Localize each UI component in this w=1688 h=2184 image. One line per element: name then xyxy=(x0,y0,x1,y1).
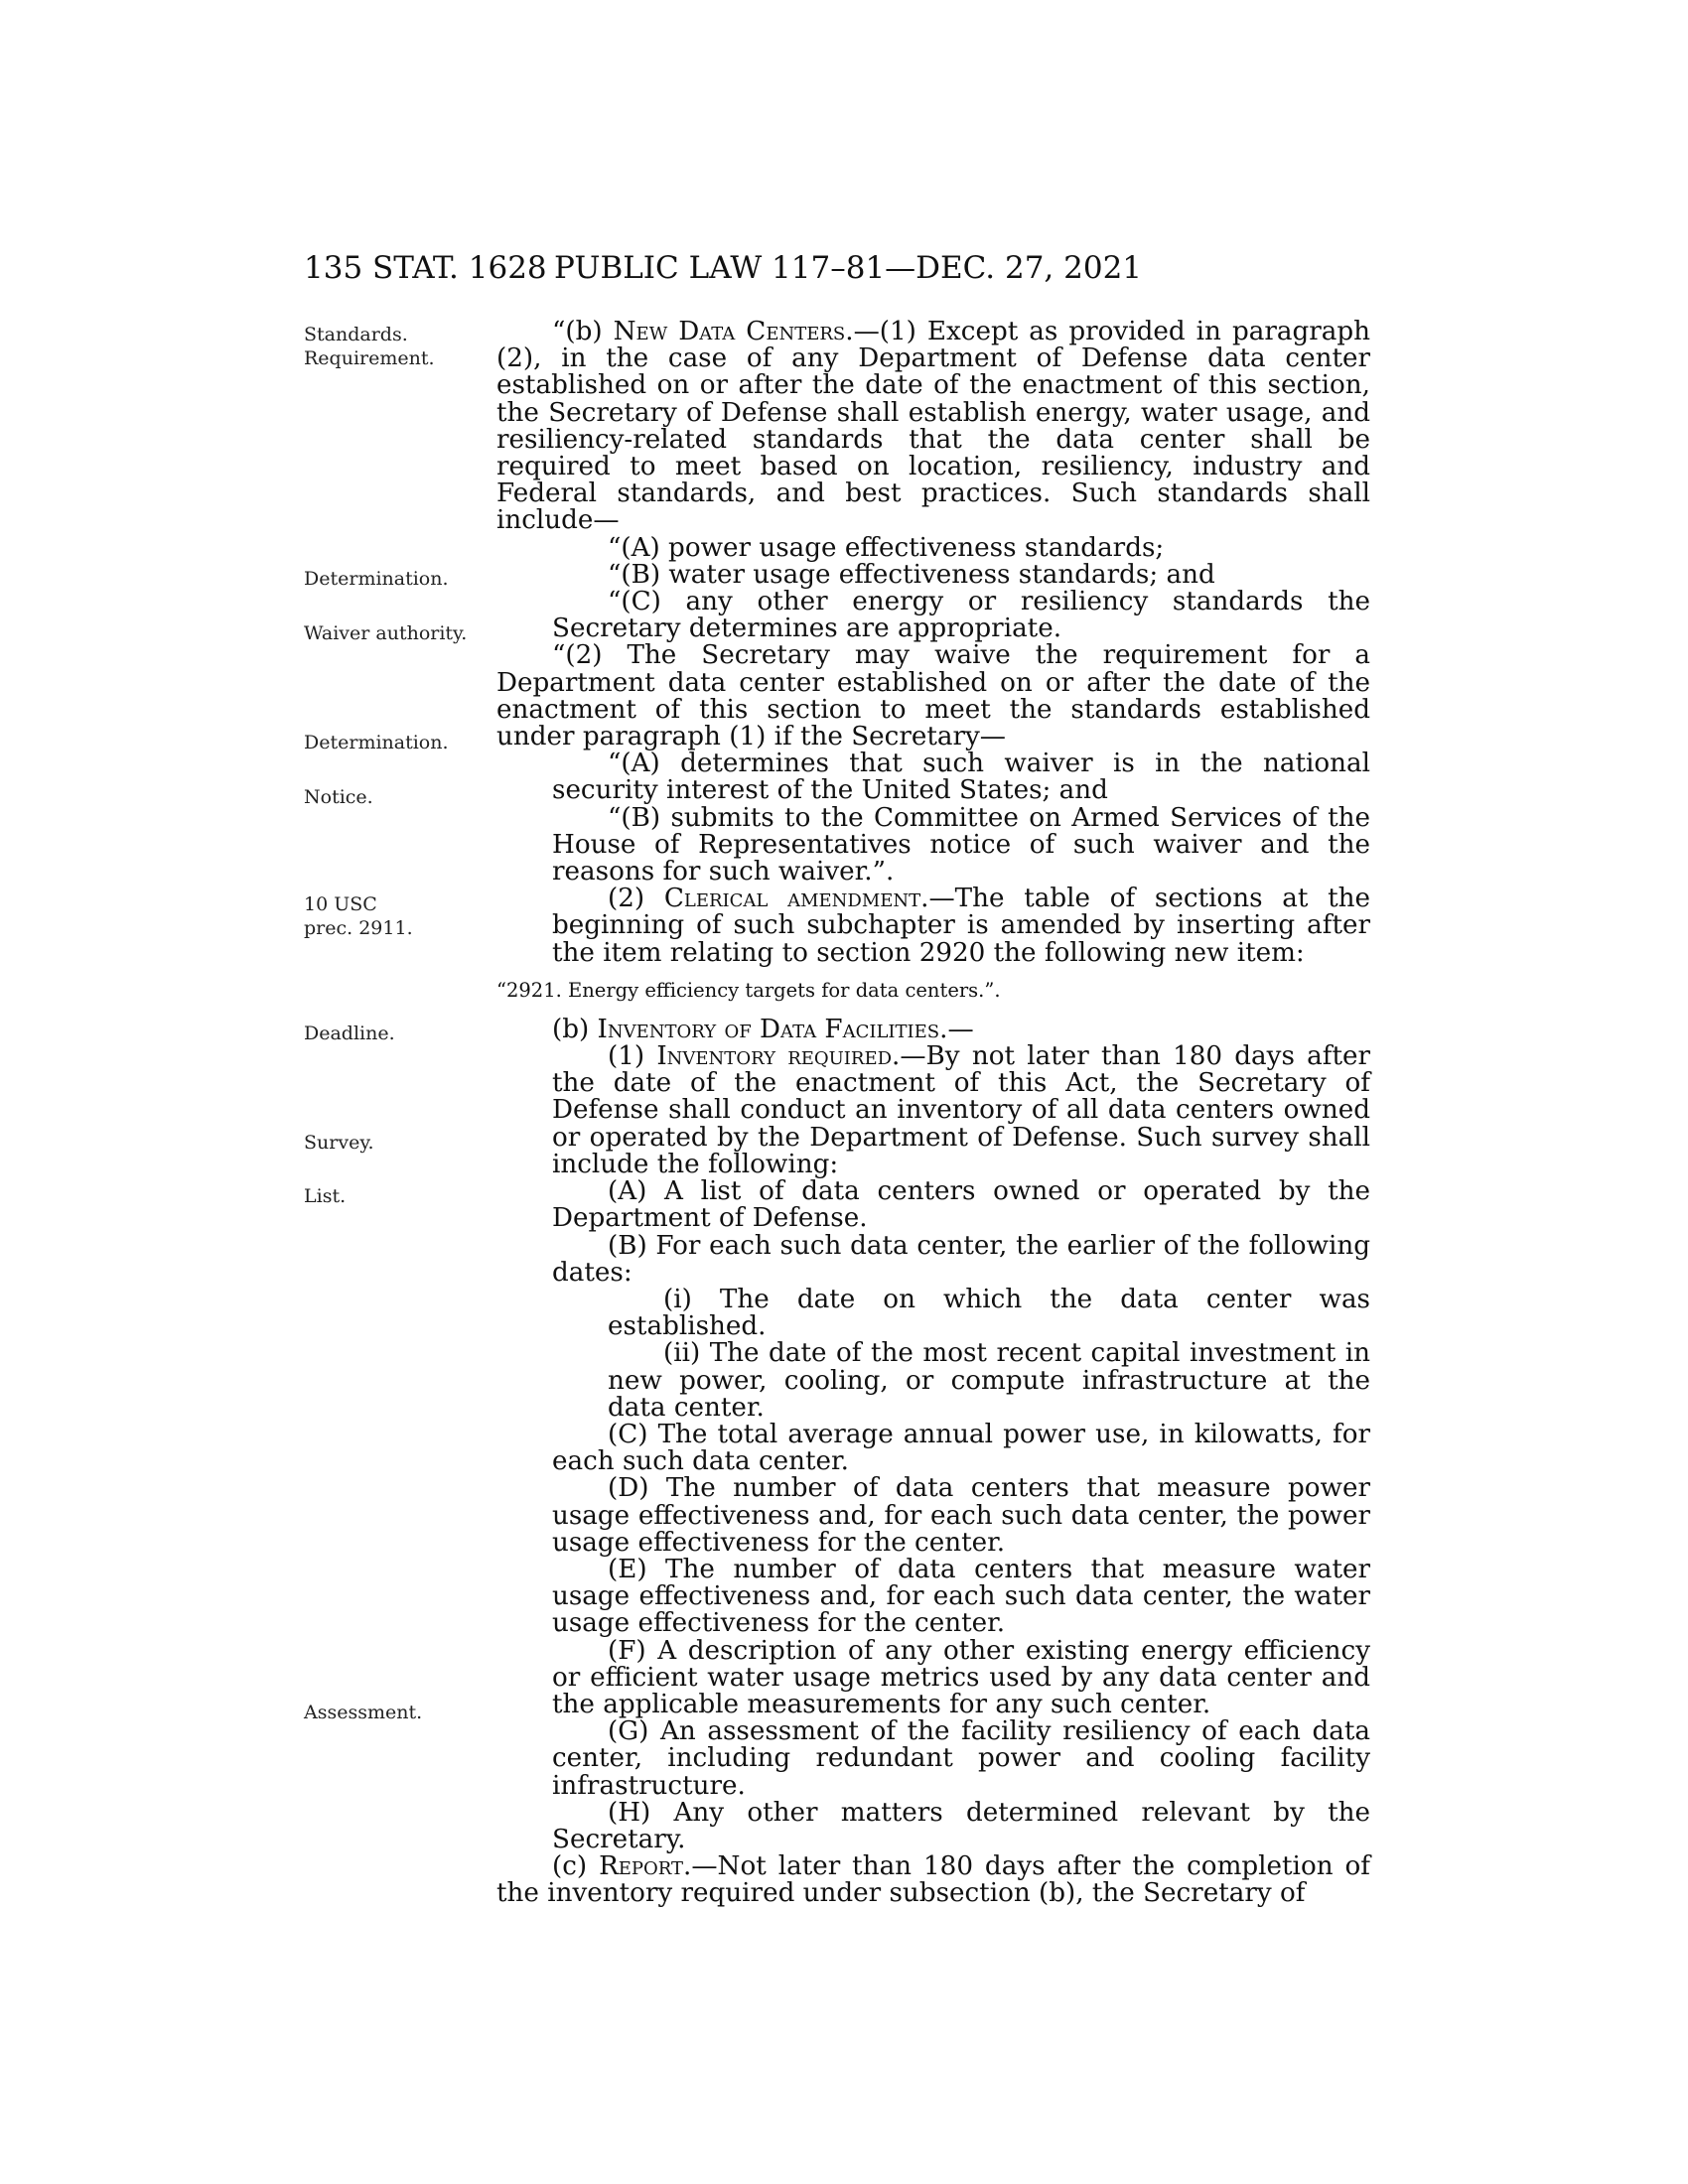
inventory-item-a: (A) A list of data centers owned or operated by the Department of Defense. xyxy=(552,1176,1370,1234)
inventory-item-b-ii: (ii) The date of the most recent capital investment in new power, cooling, or compute infrastructure at the data center. xyxy=(608,1338,1370,1423)
margin-note-deadline: Deadline. xyxy=(304,1023,395,1044)
paragraph-1-inventory-required: (1) Inventory required.—By not later than 180 days after the date of the enactment of this Act, the Secretary of Defense shall conduct an inventory of all data centers owned or operated by the Department of Defense. Such survey shall include the following: xyxy=(552,1041,1370,1179)
margin-note-notice: Notice. xyxy=(304,786,373,808)
paragraph-a-power-usage: “(A) power usage effectiveness standards; xyxy=(608,532,1165,563)
paragraph-b-water-usage: “(B) water usage effectiveness standards; and xyxy=(608,559,1215,590)
margin-note-waiver-authority: Waiver authority. xyxy=(304,622,468,644)
inventory-item-g: (G) An assessment of the facility resiliency of each data center, including redundant power and cooling facility infrastructure. xyxy=(552,1716,1370,1801)
margin-note-survey: Survey. xyxy=(304,1132,374,1154)
inventory-item-c: (C) The total average annual power use, in kilowatts, for each such data center. xyxy=(552,1419,1370,1477)
margin-note-list: List. xyxy=(304,1185,347,1207)
subsection-heading: New Data Centers xyxy=(613,317,846,346)
subsection-c-report: (c) Report.—Not later than 180 days after the completion of the inventory required under subsection (b), the Secretary of xyxy=(496,1851,1370,1909)
paragraph-2a-national-security: “(A) determines that such waiver is in the national security interest of the United States; and xyxy=(552,749,1370,806)
margin-note-standards: Standards. xyxy=(304,324,408,345)
margin-note-determination: Determination. xyxy=(304,732,449,753)
inventory-heading: Inventory of Data Facilities xyxy=(597,1014,940,1044)
statute-body xyxy=(496,319,1370,1908)
margin-note-usc: 10 USC xyxy=(304,893,377,915)
inventory-item-b-i: (i) The date on which the data center was established. xyxy=(608,1284,1370,1342)
inventory-item-b: (B) For each such data center, the earlier of the following dates: xyxy=(552,1230,1370,1288)
margin-note-requirement: Requirement. xyxy=(304,347,435,369)
inventory-item-e: (E) The number of data centers that measure water usage effectiveness and, for each such data center, the water usage effectiveness for the center. xyxy=(552,1554,1370,1639)
paragraph-2b-notice: “(B) submits to the Committee on Armed Services of the House of Representatives notice of such waiver and the reasons for such waiver.”. xyxy=(552,802,1370,887)
margin-note-assessment: Assessment. xyxy=(304,1702,423,1723)
report-heading: Report xyxy=(599,1851,684,1882)
inventory-required-heading: Inventory required xyxy=(656,1041,893,1072)
inventory-item-f: (F) A description of any other existing energy efficiency or efficient water usage metrics used by any data center and the applicable measurements for any such center. xyxy=(552,1635,1370,1719)
table-of-sections-item: “2921. Energy efficiency targets for data centers.”. xyxy=(496,978,1001,1002)
running-header-title: PUBLIC LAW 117–81—DEC. 27, 2021 xyxy=(554,250,1143,286)
margin-note-determination: Determination. xyxy=(304,568,449,590)
margin-note-usc-section: prec. 2911. xyxy=(304,917,413,939)
paragraph-2-waiver: “(2) The Secretary may waive the requirement for a Department data center established on or after the date of the enactment of this section to meet the standards established under paragraph (1) if the Secretary— xyxy=(496,640,1370,752)
clerical-amendment: (2) Clerical amendment.—The table of sections at the beginning of such subchapter is amended by inserting after the item relating to section 2920 the following new item: xyxy=(552,884,1370,968)
subsection-b-inventory: (b) Inventory of Data Facilities.— xyxy=(552,1014,974,1044)
inventory-item-d: (D) The number of data centers that measure power usage effectiveness and, for each such data center, the power usage effectiveness for the center. xyxy=(552,1473,1370,1558)
inventory-item-h: (H) Any other matters determined relevant by the Secretary. xyxy=(552,1797,1370,1854)
paragraph-c-other-standards: “(C) any other energy or resiliency standards the Secretary determines are appropriate. xyxy=(552,587,1370,644)
subsection-b-new-data-centers: “(b) New Data Centers.—(1) Except as provided in paragraph (2), in the case of any Department of Defense data center established on or after the date of the enactment of this section, the Secretary of Defense shall establish energy, water usage, and resiliency-related standards that the data center shall be required to meet based on location, resiliency, industry and Federal standards, and best practices. Such standards shall include— xyxy=(496,317,1370,536)
clerical-heading: Clerical amendment xyxy=(663,884,921,914)
stat-page-number: 135 STAT. 1628 xyxy=(304,250,547,286)
